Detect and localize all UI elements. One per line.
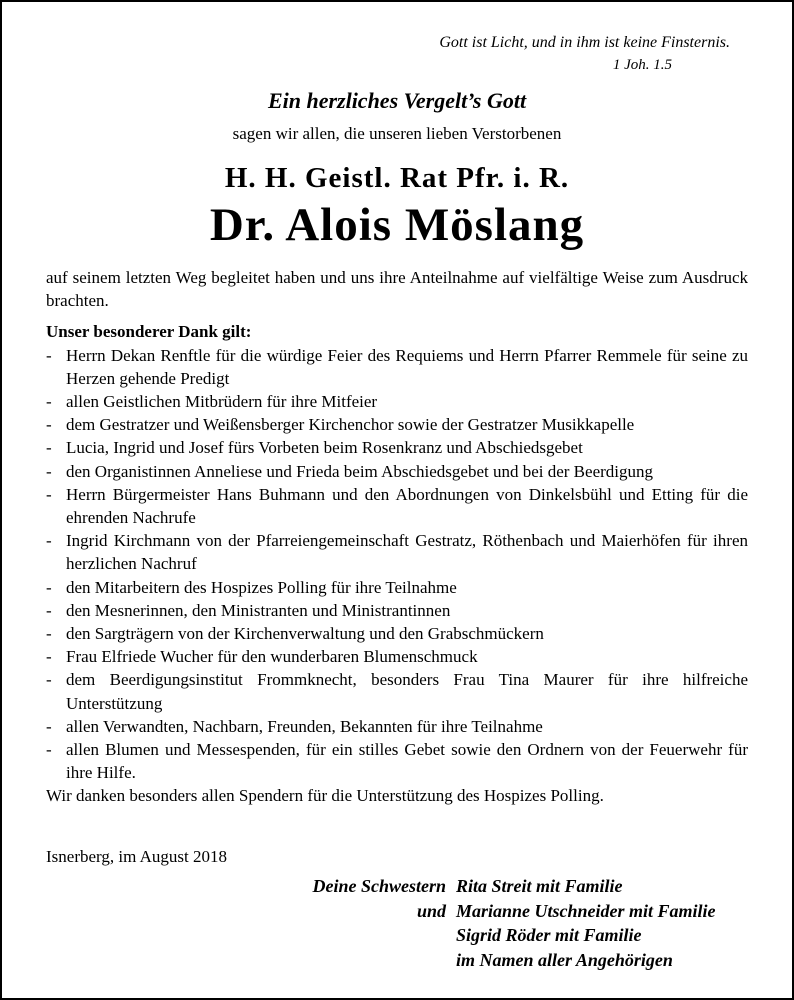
- signature-name: Sigrid Röder mit Familie: [456, 925, 642, 945]
- bible-quote: [439, 32, 730, 76]
- dash-marker: -: [46, 345, 52, 365]
- list-item: [46, 668, 748, 714]
- dash-marker: -: [46, 461, 52, 481]
- signature-block: [2, 874, 794, 972]
- list-item: [46, 529, 748, 575]
- thanks-list: [46, 344, 748, 785]
- list-item-text: Herrn Bürgermeister Hans Buhmann und den Abordnungen von Dinkelsbühl und Etting für die ehrenden Nachrufe: [66, 484, 748, 528]
- dash-marker: -: [46, 392, 52, 412]
- signature-row: [2, 948, 794, 973]
- place-date: Isnerberg, im August 2018: [46, 847, 228, 866]
- signature-name: im Namen aller Angehörigen: [456, 949, 673, 970]
- dash-marker: -: [46, 647, 52, 667]
- notice-body: [46, 266, 748, 808]
- list-item: [46, 622, 748, 645]
- thanks-heading: Ein herzliches Vergelt’s Gott: [267, 88, 527, 113]
- thanks-list-title: Unser besonderer Dank gilt:: [46, 322, 252, 342]
- list-item-text: allen Blumen und Messespenden, für ein stilles Gebet sowie den Ordnern von der Feuerwehr für ihre Hilfe.: [66, 740, 748, 783]
- list-item-text: Ingrid Kirchmann von der Pfarreiengemeinschaft Gestratz, Röthenbach und Maierhöfen für ihren herzlichen Nachruf: [66, 531, 748, 574]
- dash-marker: -: [46, 670, 52, 690]
- dash-marker: -: [46, 484, 52, 504]
- list-item: [46, 645, 748, 668]
- signature-row: [2, 899, 794, 924]
- dash-marker: -: [46, 438, 52, 458]
- signature-lead: Deine Schwestern: [312, 876, 446, 896]
- thanks-subline: sagen wir allen, die unseren lieben Verstorbenen: [232, 124, 562, 143]
- signature-row: [2, 923, 794, 948]
- dash-marker: -: [46, 577, 52, 597]
- list-item-text: allen Geistlichen Mitbrüdern für ihre Mitfeier: [66, 392, 378, 412]
- list-item: [46, 738, 748, 784]
- intro-paragraph: auf seinem letzten Weg begleitet haben und uns ihre Anteilnahme auf vielfältige Weise zum Ausdruck brachten.: [46, 268, 748, 311]
- list-item: [46, 390, 748, 413]
- list-item-text: den Organistinnen Anneliese und Frieda beim Abschiedsgebet und bei der Beerdigung: [66, 461, 653, 481]
- list-item: [46, 460, 748, 483]
- list-item: [46, 436, 748, 459]
- dash-marker: -: [46, 600, 52, 620]
- list-item-text: den Mesnerinnen, den Ministranten und Ministrantinnen: [66, 600, 451, 620]
- list-item-text: den Mitarbeitern des Hospizes Polling für ihre Teilnahme: [66, 577, 457, 597]
- signature-lead: und: [416, 900, 446, 921]
- list-item-text: Lucia, Ingrid und Josef fürs Vorbeten beim Rosenkranz und Abschiedsgebet: [66, 438, 583, 458]
- quote-reference: 1 Joh. 1.5: [612, 57, 672, 73]
- closing-sentence: Wir danken besonders allen Spendern für die Unterstützung des Hospizes Polling.: [46, 786, 604, 806]
- list-item: [46, 576, 748, 599]
- dash-marker: -: [46, 415, 52, 435]
- dash-marker: -: [46, 531, 52, 551]
- list-item: [46, 715, 748, 738]
- list-item-text: Frau Elfriede Wucher für den wunderbaren Blumenschmuck: [66, 647, 478, 667]
- list-item-text: dem Gestratzer und Weißensberger Kirchenchor sowie der Gestratzer Musikkapelle: [66, 415, 635, 435]
- list-item: [46, 599, 748, 622]
- deceased-honorific: H. H. Geistl. Rat Pfr. i. R.: [224, 162, 570, 194]
- list-item-text: allen Verwandten, Nachbarn, Freunden, Bekannten für ihre Teilnahme: [66, 716, 543, 736]
- signature-row: [2, 874, 794, 899]
- signature-name: Marianne Utschneider mit Familie: [456, 900, 716, 921]
- list-item: [46, 483, 748, 529]
- list-item-text: dem Beerdigungsinstitut Frommknecht, besonders Frau Tina Maurer für ihre hilfreiche Unterstützung: [66, 670, 748, 713]
- list-item: [46, 413, 748, 436]
- quote-text: Gott ist Licht, und in ihm ist keine Finsternis.: [439, 34, 730, 51]
- signature-name: Rita Streit mit Familie: [456, 876, 623, 896]
- list-item-text: Herrn Dekan Renftle für die würdige Feier des Requiems und Herrn Pfarrer Remmele für seine zu Herzen gehende Predigt: [66, 345, 748, 388]
- deceased-name: Dr. Alois Möslang: [209, 199, 585, 251]
- list-item-text: den Sargträgern von der Kirchenverwaltung und den Grabschmückern: [66, 624, 544, 644]
- list-item: [46, 344, 748, 390]
- dash-marker: -: [46, 624, 52, 644]
- dash-marker: -: [46, 716, 52, 736]
- dash-marker: -: [46, 740, 52, 760]
